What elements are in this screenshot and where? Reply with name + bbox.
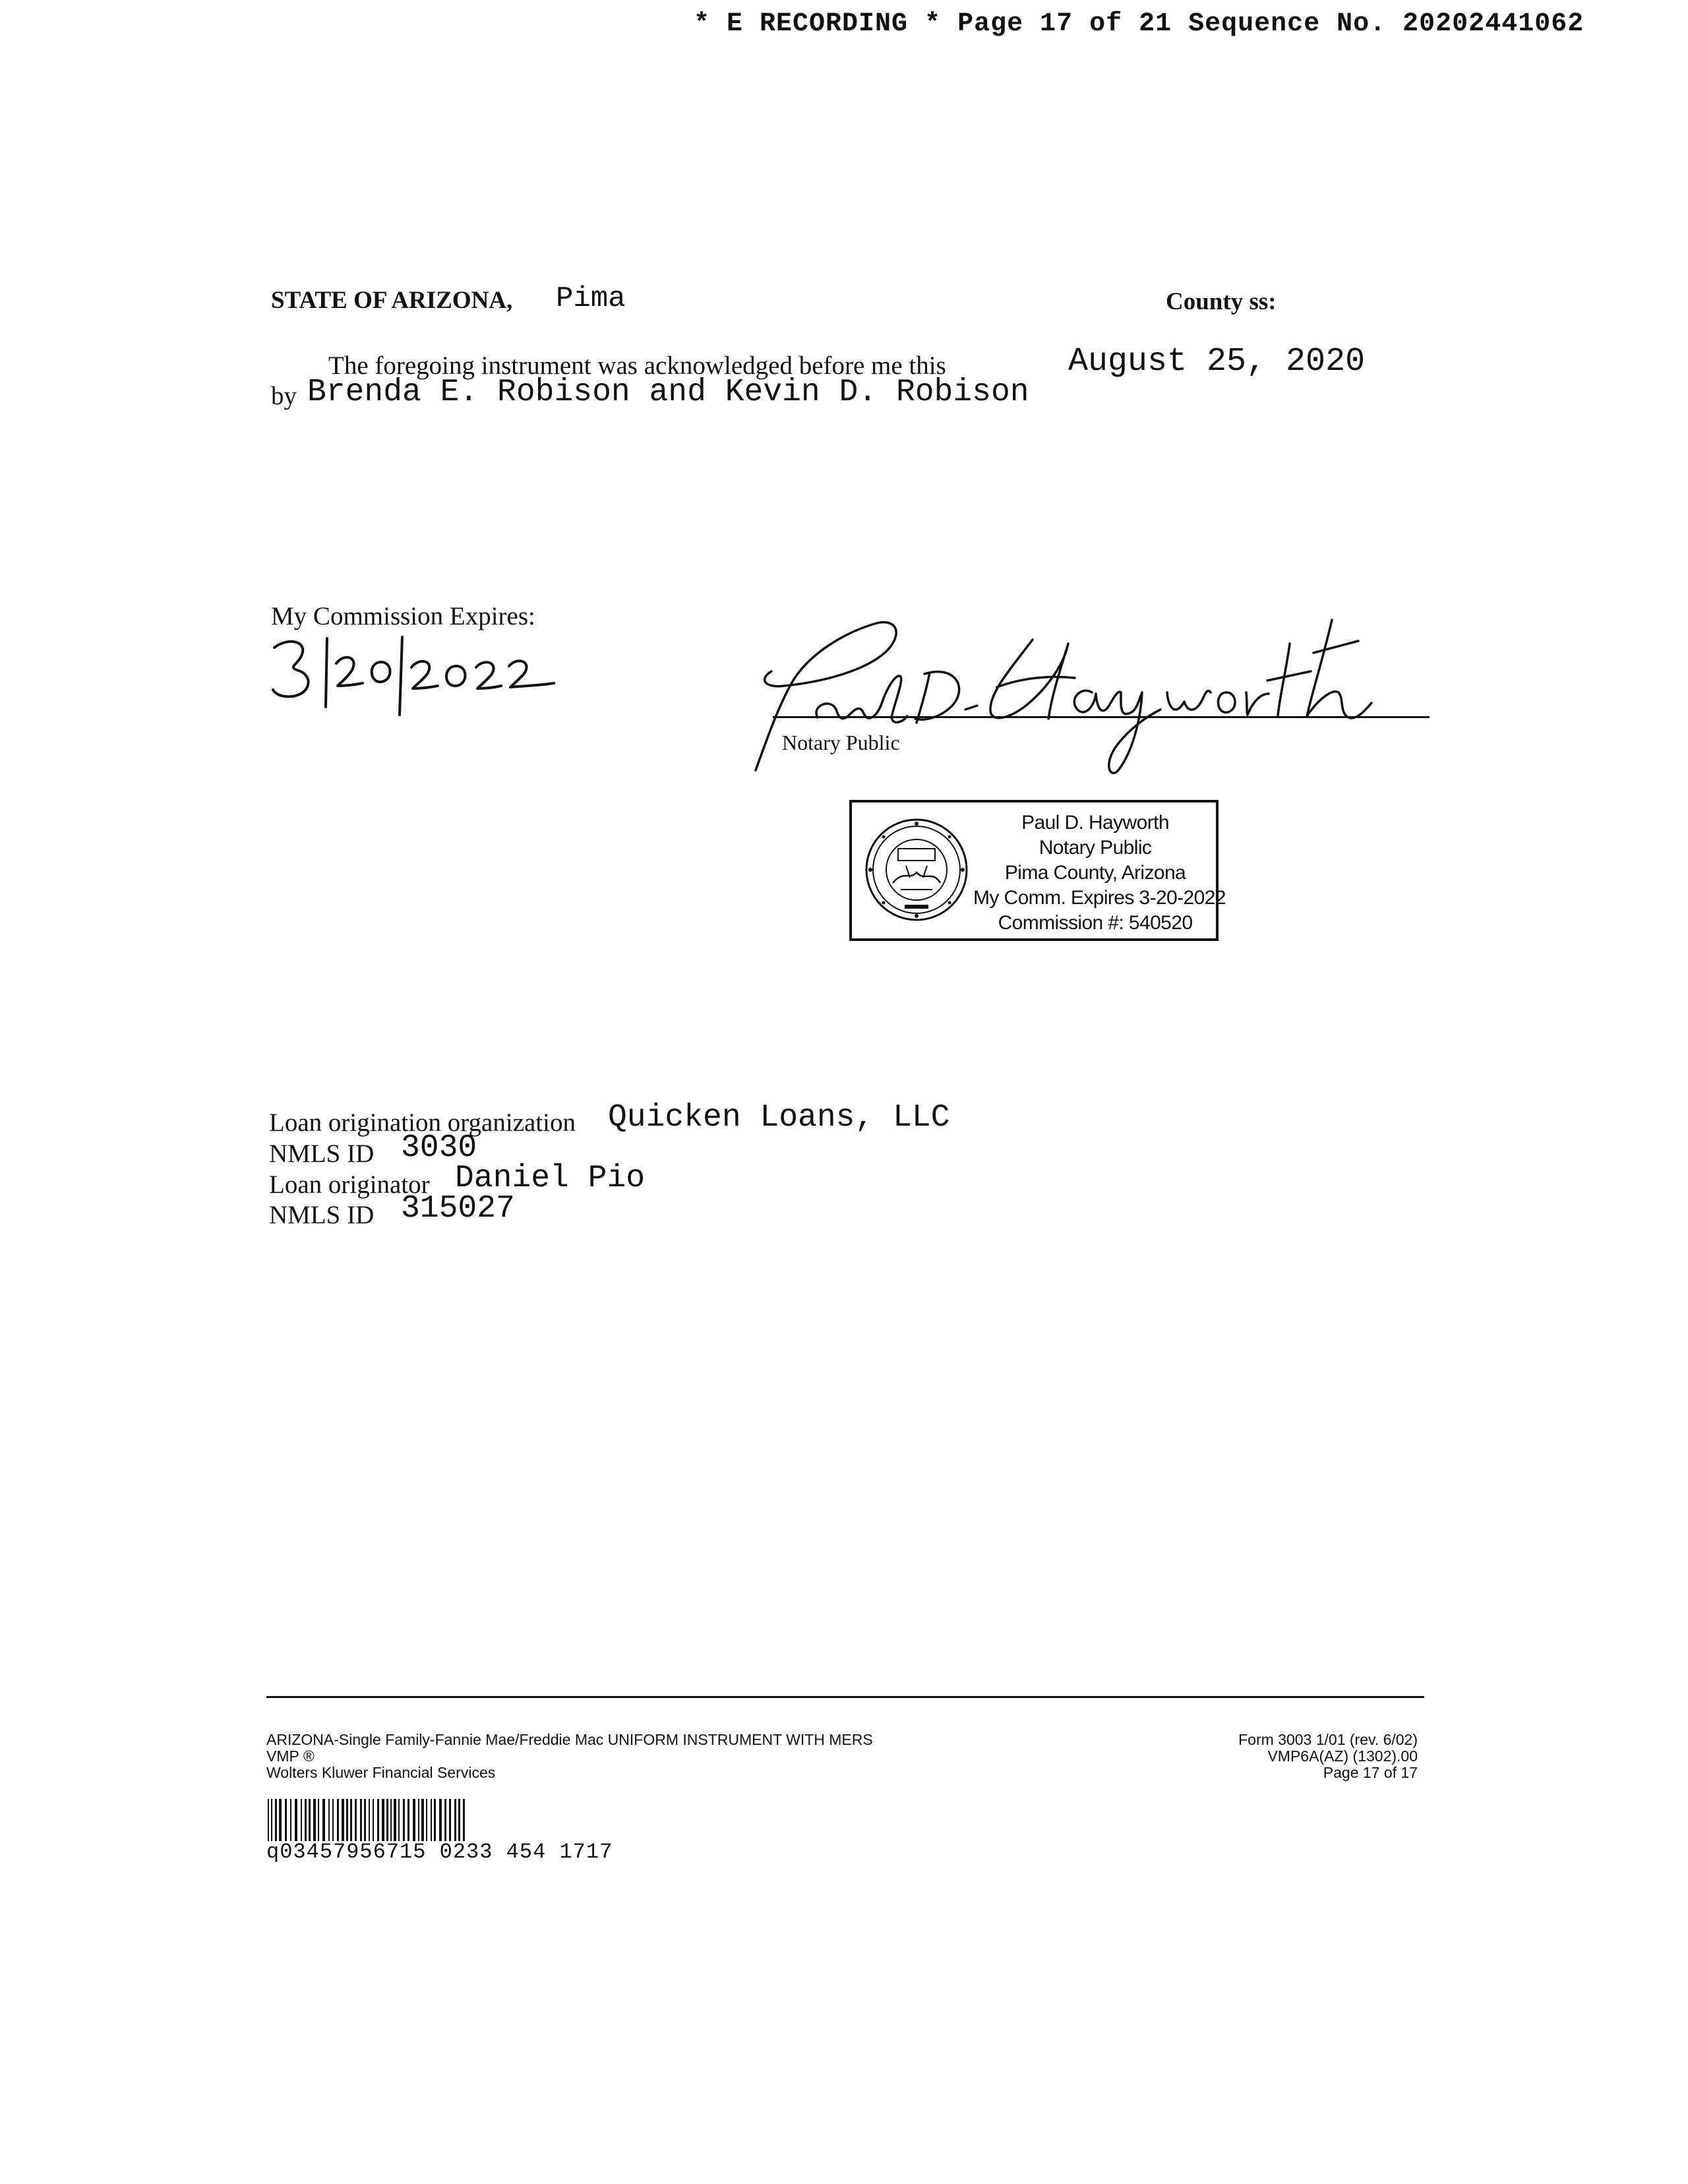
barcode-bar [463,1799,465,1841]
loan-org-value: Quicken Loans, LLC [608,1100,950,1136]
originator-nmls-label: NMLS ID [269,1201,375,1229]
barcode-bar [377,1799,379,1841]
barcode-bar [342,1799,344,1841]
barcode-bar [301,1799,302,1841]
barcode-bar [439,1799,442,1841]
state-seal-icon [864,817,969,926]
barcode [266,1799,715,1844]
barcode-bar [350,1799,352,1841]
barcode-bar [369,1799,370,1841]
barcode-bar [337,1799,339,1841]
notary-public-label: Notary Public [782,731,900,754]
barcode-bar [279,1799,282,1841]
barcode-bar [418,1799,419,1841]
notary-stamp [849,800,1226,941]
barcode-bar [413,1799,415,1841]
barcode-bar [309,1799,311,1841]
barcode-bar [271,1799,272,1841]
org-nmls-label: NMLS ID [269,1139,375,1168]
barcode-number: q03457956715 0233 454 1717 [266,1840,613,1864]
barcode-bar [434,1799,436,1841]
barcode-bar [426,1799,427,1841]
barcode-bar [313,1799,316,1841]
barcode-bar [421,1799,424,1841]
stamp-commission-number: Commission #: 540520 [998,912,1193,934]
barcode-bar [394,1799,396,1841]
org-nmls-value: 3030 [401,1130,477,1166]
footer-rule [266,1696,1424,1698]
acknowledging-parties: Brenda E. Robison and Kevin D. Robison [307,375,1029,410]
barcode-bar [275,1799,277,1841]
originator-nmls-value: 315027 [401,1191,515,1227]
barcode-bar [390,1799,392,1841]
barcode-bar [328,1799,330,1841]
barcode-bar [444,1799,446,1841]
barcode-bar [407,1799,409,1841]
stamp-notary-name: Paul D. Hayworth [1021,812,1169,834]
barcode-bar [454,1799,456,1841]
footer-form-codes [1180,1732,1418,1781]
barcode-bar [355,1799,357,1841]
barcode-bar [386,1799,388,1841]
barcode-bar [398,1799,400,1841]
barcode-bar [364,1799,366,1841]
barcode-bar [373,1799,374,1841]
barcode-bar [285,1799,287,1841]
acknowledgment-statement: The foregoing instrument was acknowledged before me this [328,351,946,380]
barcode-bar [403,1799,405,1841]
footer-form-info [266,1732,873,1781]
by-label: by [271,382,297,410]
barcode-bar [295,1799,297,1841]
signature-line [773,716,1430,718]
barcode-bar [382,1799,384,1841]
loan-originator-label: Loan originator [269,1170,430,1199]
stamp-text [973,810,1226,936]
barcode-bar [346,1799,348,1841]
footer-form-number: Form 3003 1/01 (rev. 6/02) [1238,1731,1418,1748]
stamp-county: Pima County, Arizona [1004,862,1186,884]
barcode-bar [332,1799,334,1841]
footer-form-title: ARIZONA-Single Family-Fannie Mae/Freddie Mac UNIFORM INSTRUMENT WITH MERS [266,1731,873,1748]
county-name-value: Pima [556,282,626,315]
barcode-bar [305,1799,307,1841]
footer-vmp-code: VMP6A(AZ) (1302).00 [1267,1747,1418,1765]
barcode-bar [360,1799,362,1841]
barcode-bar [322,1799,325,1841]
county-ss-label: County ss: [1166,288,1277,315]
stamp-expiration: My Comm. Expires 3-20-2022 [973,887,1226,909]
handwritten-commission-date [270,633,560,722]
recording-header: * E RECORDING * Page 17 of 21 Sequence No. 20202441062 [694,9,1584,39]
loan-originator-value: Daniel Pio [455,1161,646,1196]
footer-page-number: Page 17 of 17 [1323,1764,1418,1781]
stamp-title: Notary Public [1039,837,1152,859]
commission-expires-label: My Commission Expires: [271,602,535,630]
footer-vmp: VMP ® [266,1747,315,1765]
loan-org-label: Loan origination organization [269,1108,576,1137]
barcode-bar [458,1799,460,1841]
barcode-bar [318,1799,319,1841]
state-label: STATE OF ARIZONA, [271,287,513,314]
barcode-bar [290,1799,291,1841]
barcode-bar [268,1799,269,1841]
footer-publisher: Wolters Kluwer Financial Services [266,1764,496,1781]
barcode-bar [431,1799,432,1841]
acknowledgment-date: August 25, 2020 [1068,343,1366,380]
barcode-bar [449,1799,451,1841]
